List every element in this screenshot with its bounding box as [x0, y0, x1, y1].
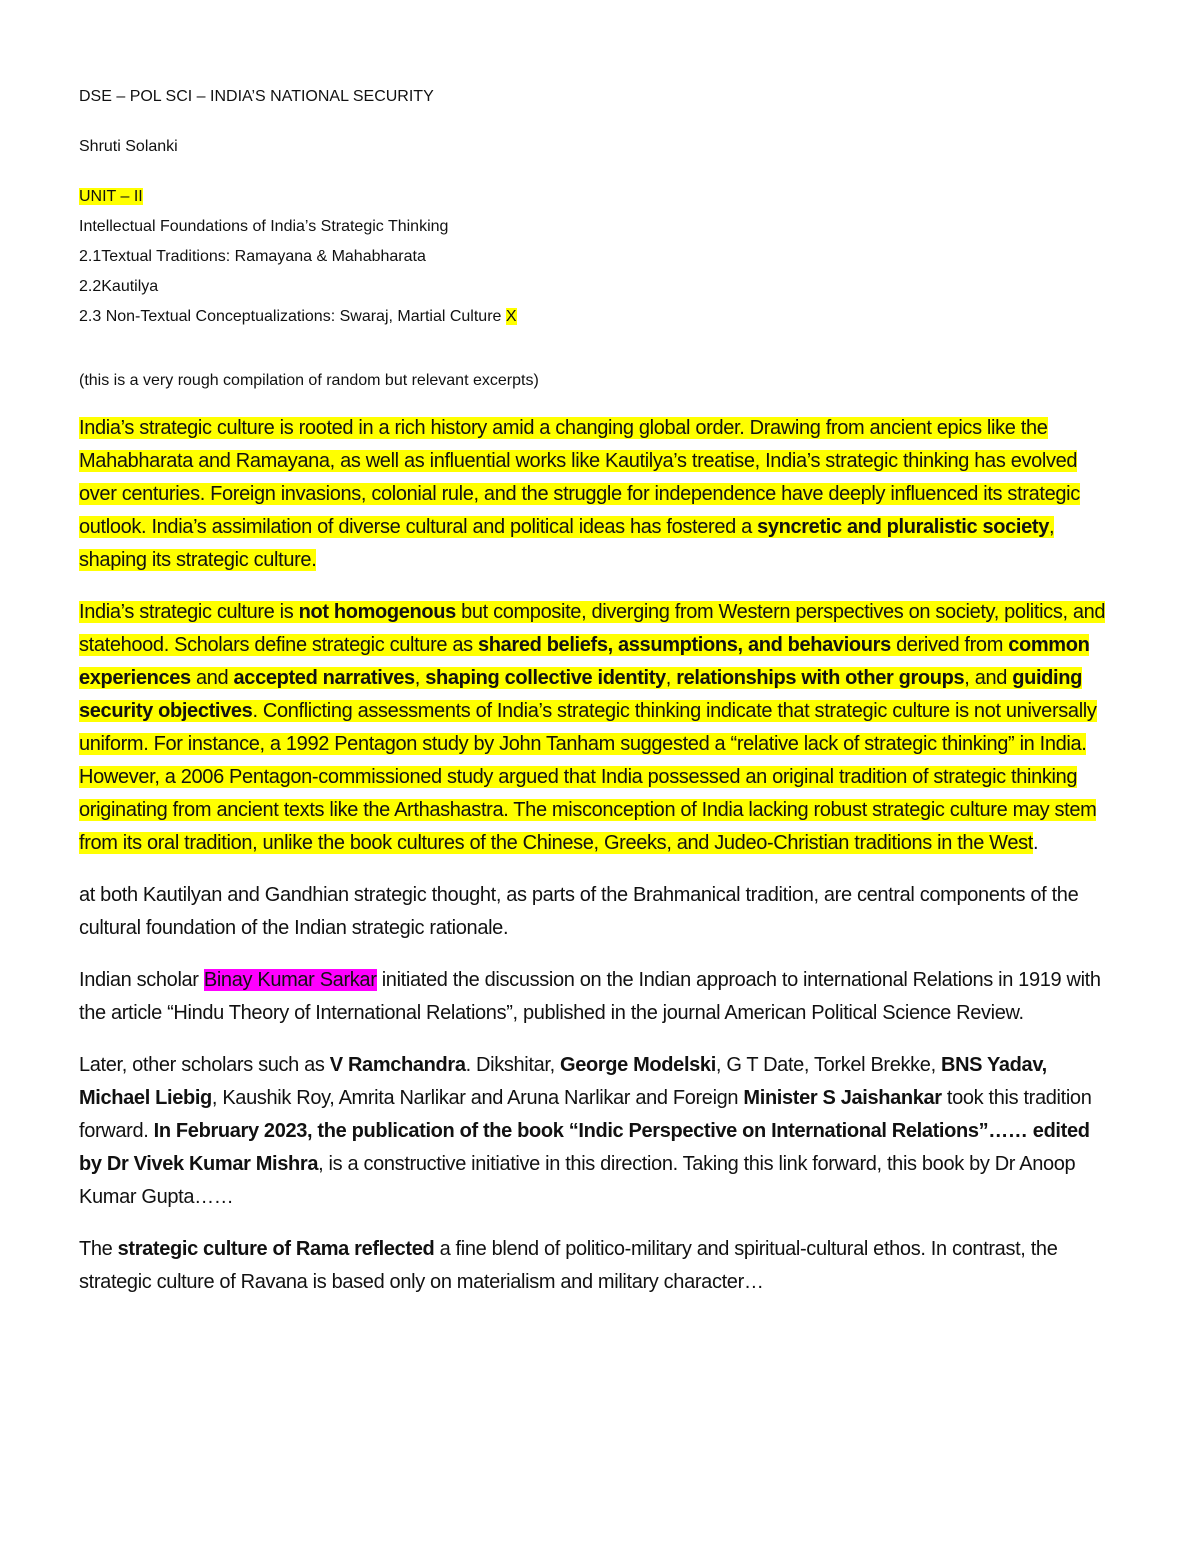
text: India’s strategic culture is: [79, 601, 299, 623]
paragraph-strategic-roots: [79, 412, 1110, 577]
text: The: [79, 1238, 118, 1260]
bold-text: not homogenous: [298, 601, 456, 623]
text: ,: [665, 667, 677, 689]
text: . Dikshitar,: [465, 1054, 560, 1076]
spacer: [79, 346, 1110, 366]
text: , shaping its strategic culture.: [79, 516, 1055, 571]
bold-text: guiding security objectives: [79, 667, 1082, 722]
compilation-note: (this is a very rough compilation of random but relevant excerpts): [79, 372, 539, 389]
text: Later, other scholars such as: [79, 1054, 330, 1076]
bold-text: shaping collective identity: [425, 667, 666, 689]
bold-text: In February 2023, the publication of the book “Indic Perspective on International Relations”…… edited by Dr Vivek Kumar Mishra: [79, 1120, 1090, 1175]
text: and: [190, 667, 234, 689]
bold-text: V Ramchandra: [329, 1054, 466, 1076]
bold-text: common experiences: [79, 634, 1090, 689]
unit-item: 2.1Textual Traditions: Ramayana & Mahabharata: [79, 248, 426, 265]
text: , G T Date, Torkel Brekke,: [715, 1054, 941, 1076]
text: derived from: [890, 634, 1009, 656]
text: , is a constructive initiative in this direction. Taking this link forward, this book by Dr Anoop Kumar Gupta……: [79, 1153, 1076, 1208]
highlight: [79, 417, 1080, 571]
text: .: [1032, 832, 1039, 854]
text: , and: [964, 667, 1013, 689]
bold-text: BNS Yadav, Michael Liebig: [79, 1054, 1047, 1109]
unit-item: 2.2Kautilya: [79, 278, 159, 295]
highlight-name: Binay Kumar Sarkar: [203, 969, 377, 991]
text: Indian scholar: [79, 969, 204, 991]
paragraph-scholars: [79, 1049, 1110, 1214]
bold-text: strategic culture of Rama reflected: [117, 1238, 435, 1260]
text: ,: [414, 667, 426, 689]
bold-text: shared beliefs, assumptions, and behaviours: [478, 634, 891, 656]
spacer: [79, 162, 1110, 182]
text: but composite, diverging from Western perspectives on society, politics, and statehood. Scholars define strategic culture as: [79, 601, 1106, 656]
spacer: [79, 112, 1110, 132]
unit-item-mark: X: [505, 308, 517, 325]
paragraph-sarkar: [79, 964, 1110, 1030]
text: , Kaushik Roy, Amrita Narlikar and Aruna Narlikar and Foreign: [211, 1087, 744, 1109]
bold-text: Minister S Jaishankar: [743, 1087, 942, 1109]
paragraph-rama-ravana: [79, 1233, 1110, 1299]
paragraph-composite-culture: [79, 596, 1110, 860]
bold-text: syncretic and pluralistic society: [757, 516, 1049, 538]
unit-block: [79, 182, 1110, 332]
unit-label: [79, 182, 1110, 212]
text: India’s strategic culture is rooted in a rich history amid a changing global order. Drawing from ancient epics like the Mahabharata and Ramayana, as well as influential works like Kautilya’s treatise, India’s strategic thinking has evolved over centuries. Foreign invasions, colonial rule, and the struggle for independence have deeply influenced its strategic outlook. India’s assimilation of diverse cultural and political ideas has fostered a: [79, 417, 1080, 538]
text: took this tradition forward.: [79, 1087, 1092, 1142]
unit-label-text: UNIT – II: [79, 188, 143, 205]
unit-title: Intellectual Foundations of India’s Strategic Thinking: [79, 218, 449, 235]
bold-text: relationships with other groups: [676, 667, 965, 689]
text: initiated the discussion on the Indian approach to international Relations in 1919 with the article “Hindu Theory of International Relations”, published in the journal American Political Science Review.: [79, 969, 1101, 1024]
author-name: Shruti Solanki: [79, 138, 178, 155]
text: . Conflicting assessments of India’s strategic thinking indicate that strategic culture is not universally uniform. For instance, a 1992 Pentagon study by John Tanham suggested a “relative lack of strategic thinking” in India. However, a 2006 Pentagon-commissioned study argued that India possessed an original tradition of strategic thinking originating from ancient texts like the Arthashastra. The misconception of India lacking robust strategic culture may stem from its oral tradition, unlike the book cultures of the Chinese, Greeks, and Judeo-Christian traditions in the West: [79, 700, 1097, 854]
bold-text: accepted narratives: [233, 667, 415, 689]
highlight: [79, 601, 1105, 854]
bold-text: George Modelski: [560, 1054, 716, 1076]
course-title: DSE – POL SCI – INDIA’S NATIONAL SECURITY: [79, 88, 434, 105]
unit-item: [79, 302, 1110, 332]
unit-item-text: 2.3 Non-Textual Conceptualizations: Swaraj, Martial Culture: [79, 308, 506, 325]
text: a fine blend of politico-military and spiritual-cultural ethos. In contrast, the strategic culture of Ravana is based only on materialism and military character…: [79, 1238, 1058, 1293]
paragraph-kautilyan-gandhian: at both Kautilyan and Gandhian strategic thought, as parts of the Brahmanical tradition, are central components of the cultural foundation of the Indian strategic rationale.: [79, 884, 1079, 939]
